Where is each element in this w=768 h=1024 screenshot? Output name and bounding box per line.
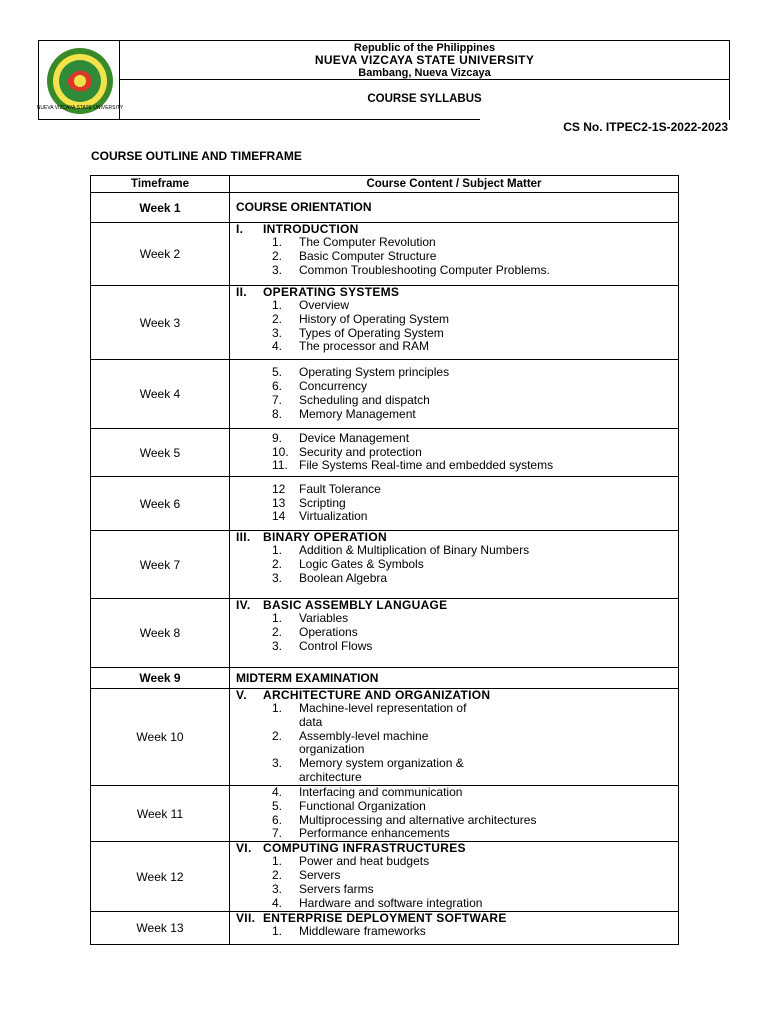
item-text: Logic Gates & Symbols	[299, 556, 424, 571]
list-item	[236, 626, 678, 640]
table-row	[91, 668, 679, 689]
list-item	[236, 800, 678, 814]
section-label: BINARY OPERATION	[263, 530, 387, 544]
table-row	[91, 599, 679, 668]
list-item	[236, 432, 678, 446]
item-number: 5.	[272, 798, 283, 813]
item-number: 1.	[272, 611, 283, 625]
item-number: 13	[272, 495, 286, 510]
item-number	[272, 716, 299, 730]
item-text: Servers	[299, 867, 341, 882]
cs-number: CS No. ITPEC2-1S-2022-2023	[563, 120, 728, 134]
item-number: 1.	[272, 298, 283, 312]
item-text: Interfacing and communication	[299, 785, 463, 799]
table-row	[91, 223, 679, 286]
section-numeral: I.	[236, 222, 244, 236]
item-number: 3.	[272, 325, 283, 340]
list-item	[236, 313, 678, 327]
list-item	[236, 925, 678, 939]
section-heading: COURSE OUTLINE AND TIMEFRAME	[91, 149, 302, 163]
list-item	[236, 771, 678, 785]
list-item	[236, 572, 678, 586]
item-text: Virtualization	[299, 509, 368, 524]
item-number: 4.	[272, 339, 283, 354]
week-cell: Week 9	[91, 668, 230, 689]
table-row	[91, 842, 679, 912]
table-row	[91, 689, 679, 786]
section-label: ARCHITECTURE AND ORGANIZATION	[263, 688, 491, 702]
item-number: 6.	[272, 379, 283, 394]
item-number: 7.	[272, 826, 283, 841]
item-text: Machine-level representation of	[299, 701, 467, 715]
section-numeral: II.	[236, 285, 247, 299]
item-text: Memory Management	[299, 406, 416, 421]
header-timeframe: Timeframe	[91, 176, 230, 193]
list-item	[236, 394, 678, 408]
list-item	[236, 408, 678, 422]
list-item	[236, 483, 678, 497]
item-text: Common Troubleshooting Computer Problems.	[299, 262, 550, 277]
item-text: The Computer Revolution	[299, 235, 436, 249]
item-number: 2.	[272, 556, 283, 571]
item-number: 1.	[272, 543, 283, 557]
week-cell: Week 12	[91, 842, 230, 912]
table-row	[91, 193, 679, 223]
item-number	[272, 771, 299, 785]
content-cell	[230, 668, 679, 689]
content-cell	[230, 193, 679, 223]
item-number	[272, 743, 299, 757]
content-cell	[230, 477, 679, 531]
section-numeral: VII.	[236, 911, 256, 926]
content-cell	[230, 786, 679, 842]
item-text: Scripting	[299, 495, 346, 510]
item-number: 2.	[272, 624, 283, 639]
document-header	[38, 40, 730, 120]
item-text: data	[299, 714, 323, 729]
item-text: organization	[299, 742, 365, 757]
item-text: Concurrency	[299, 379, 368, 394]
university-location: Bambang, Nueva Vizcaya	[358, 67, 491, 79]
republic-label: Republic of the Philippines	[353, 42, 496, 54]
content-cell	[230, 689, 679, 786]
table-row	[91, 429, 679, 477]
section-numeral: V.	[236, 688, 247, 702]
divider	[120, 119, 480, 120]
item-text: Types of Operating System	[299, 325, 444, 340]
section-numeral: VI.	[236, 841, 252, 856]
item-number: 3.	[272, 756, 283, 771]
table-row	[91, 286, 679, 360]
item-text: Boolean Algebra	[299, 570, 388, 585]
list-item	[236, 897, 678, 911]
content-cell	[230, 531, 679, 599]
item-text: Servers farms	[299, 881, 374, 896]
section-label: COMPUTING INFRASTRUCTURES	[263, 841, 466, 856]
item-number: 4.	[272, 895, 283, 910]
week-cell: Week 3	[91, 286, 230, 360]
list-item	[236, 236, 678, 250]
item-number: 8.	[272, 406, 283, 421]
list-item	[236, 814, 678, 828]
week-cell: Week 1	[91, 193, 230, 223]
list-item	[236, 544, 678, 558]
list-item	[236, 730, 678, 744]
university-title-box	[120, 40, 730, 80]
logo-box	[36, 40, 124, 120]
item-number: 3.	[272, 262, 283, 277]
table-row	[91, 531, 679, 599]
item-text: Scheduling and dispatch	[299, 393, 430, 407]
list-item	[236, 459, 678, 473]
item-number: 6.	[272, 812, 283, 827]
item-number: 4.	[272, 785, 283, 799]
week-cell: Week 13	[91, 912, 230, 945]
content-cell	[230, 429, 679, 477]
item-text: File Systems Real-time and embedded systems	[299, 458, 554, 473]
list-item	[236, 250, 678, 264]
item-number: 2.	[272, 311, 283, 326]
list-item	[236, 827, 678, 841]
item-number: 1.	[272, 924, 283, 939]
item-text: Fault Tolerance	[299, 481, 381, 496]
section-numeral: III.	[236, 530, 251, 544]
week-cell: Week 7	[91, 531, 230, 599]
section-label: OPERATING SYSTEMS	[263, 285, 400, 299]
table-row	[91, 360, 679, 429]
item-text: Hardware and software integration	[299, 895, 483, 910]
content-cell	[230, 223, 679, 286]
item-text: Middleware frameworks	[299, 924, 426, 939]
table-row	[91, 912, 679, 945]
item-text: architecture	[299, 769, 362, 784]
item-text: Operating System principles	[299, 365, 450, 380]
list-item	[236, 612, 678, 626]
week-cell: Week 4	[91, 360, 230, 429]
table-row	[91, 477, 679, 531]
item-text: Overview	[299, 298, 350, 312]
list-item	[236, 299, 678, 313]
section-label: ENTERPRISE DEPLOYMENT SOFTWARE	[263, 911, 507, 926]
document-title: COURSE SYLLABUS	[367, 93, 482, 105]
content-cell	[230, 912, 679, 945]
week-cell: Week 6	[91, 477, 230, 531]
list-item	[236, 497, 678, 511]
item-number: 7.	[272, 393, 283, 407]
list-item	[236, 640, 678, 654]
item-text: Control Flows	[299, 638, 373, 653]
list-item	[236, 366, 678, 380]
item-text: Addition & Multiplication of Binary Numbers	[299, 543, 530, 557]
list-item	[236, 855, 678, 869]
item-text: Basic Computer Structure	[299, 248, 437, 263]
content-cell	[230, 599, 679, 668]
list-item	[236, 702, 678, 716]
university-name: NUEVA VIZCAYA STATE UNIVERSITY	[314, 53, 535, 67]
list-item	[236, 883, 678, 897]
section-label: INTRODUCTION	[263, 222, 359, 236]
item-number: 10.	[272, 444, 289, 459]
list-item	[236, 340, 678, 354]
content-cell	[230, 842, 679, 912]
item-number: 3.	[272, 570, 283, 585]
item-number: 11.	[272, 458, 288, 473]
course-outline-table	[90, 175, 679, 945]
item-number: 2.	[272, 248, 283, 263]
list-item	[236, 869, 678, 883]
item-number: 5.	[272, 365, 283, 380]
item-number: 1.	[272, 701, 283, 715]
syllabus-title-box	[120, 80, 730, 120]
item-text: Security and protection	[299, 444, 422, 459]
item-number: 9.	[272, 430, 283, 445]
list-item	[236, 446, 678, 460]
list-item	[236, 743, 678, 757]
content-cell	[230, 360, 679, 429]
list-item	[236, 510, 678, 524]
week-cell: Week 8	[91, 599, 230, 668]
item-number: 2.	[272, 728, 283, 743]
svg-text:NUEVA VIZCAYA STATE UNIVERSITY: NUEVA VIZCAYA STATE UNIVERSITY	[36, 105, 124, 111]
list-item	[236, 716, 678, 730]
item-text: Power and heat budgets	[299, 854, 430, 869]
item-text: Performance enhancements	[299, 826, 450, 841]
single-topic: MIDTERM EXAMINATION	[236, 670, 379, 685]
content-cell	[230, 286, 679, 360]
item-number: 12	[272, 481, 286, 496]
table-header-row	[91, 176, 679, 193]
section-numeral: IV.	[236, 598, 251, 612]
item-text: Assembly-level machine	[299, 728, 429, 743]
item-number: 2.	[272, 867, 283, 882]
list-item	[236, 757, 678, 771]
university-seal-icon	[36, 47, 124, 115]
item-text: Memory system organization &	[299, 756, 464, 771]
week-cell: Week 5	[91, 429, 230, 477]
week-cell: Week 2	[91, 223, 230, 286]
item-number: 3.	[272, 881, 283, 896]
section-label: BASIC ASSEMBLY LANGUAGE	[263, 598, 448, 612]
item-text: Operations	[299, 624, 358, 639]
list-item	[236, 558, 678, 572]
single-topic: COURSE ORIENTATION	[236, 200, 372, 214]
item-number: 3.	[272, 638, 283, 653]
item-text: Functional Organization	[299, 798, 426, 813]
list-item	[236, 264, 678, 278]
header-content: Course Content / Subject Matter	[230, 176, 679, 193]
item-text: The processor and RAM	[299, 339, 430, 354]
item-text: History of Operating System	[299, 311, 450, 326]
list-item	[236, 786, 678, 800]
list-item	[236, 327, 678, 341]
week-cell: Week 11	[91, 786, 230, 842]
table-row	[91, 786, 679, 842]
item-text: Device Management	[299, 430, 410, 445]
item-number: 14	[272, 509, 286, 524]
list-item	[236, 380, 678, 394]
week-cell: Week 10	[91, 689, 230, 786]
item-text: Variables	[299, 611, 349, 625]
item-number: 1.	[272, 235, 283, 249]
item-number: 1.	[272, 854, 283, 869]
item-text: Multiprocessing and alternative architectures	[299, 812, 537, 827]
